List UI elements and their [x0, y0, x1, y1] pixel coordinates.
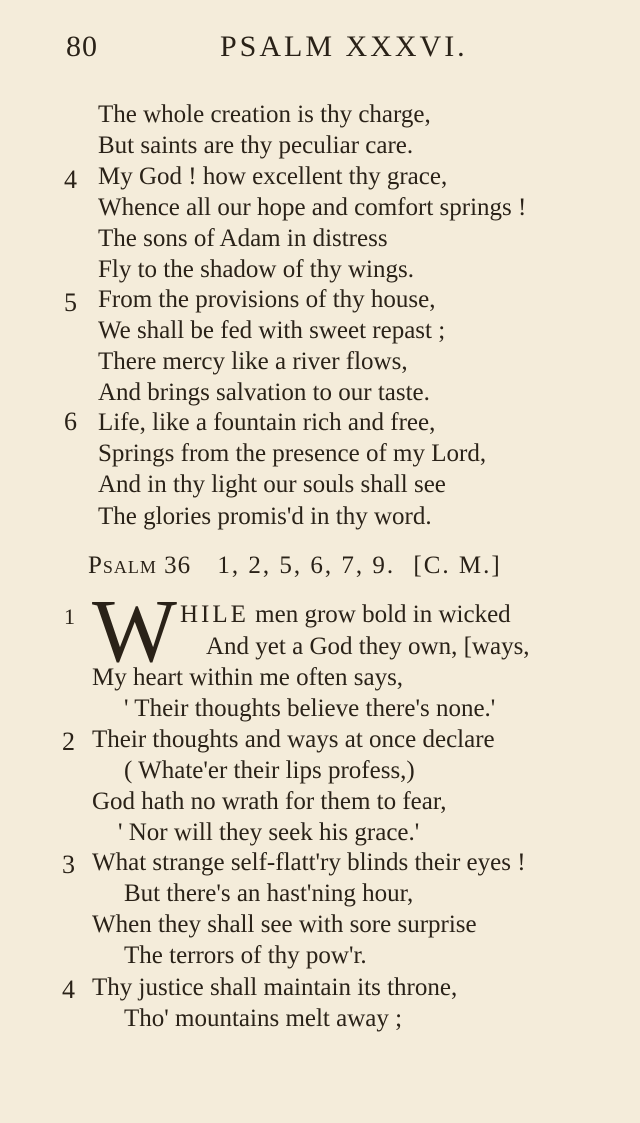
- verse-line: The sons of Adam in distress: [98, 225, 388, 252]
- drop-cap: W: [92, 582, 177, 681]
- verse-line: Whence all our hope and comfort springs !: [98, 194, 527, 221]
- verse-line: There mercy like a river flows,: [98, 348, 408, 375]
- verse-line: And yet a God they own, [ways,: [206, 633, 530, 660]
- drop-cap-rest: HILE: [180, 601, 249, 628]
- verse-line: ( Whate'er their lips profess,): [124, 757, 415, 784]
- verse-line: Tho' mountains melt away ;: [124, 1005, 403, 1032]
- verse-line: Fly to the shadow of thy wings.: [98, 256, 414, 283]
- verse-line: Thy justice shall maintain its throne,: [92, 974, 458, 1001]
- verse-line: Their thoughts and ways at once declare: [92, 726, 495, 753]
- verse-line: My God ! how excellent thy grace,: [98, 163, 448, 190]
- verse-number: 4: [64, 165, 77, 194]
- page-header: [0, 28, 640, 68]
- verse-line: My heart within me often says,: [92, 664, 404, 691]
- verse-line: [180, 600, 511, 630]
- page-number: 80: [66, 30, 98, 63]
- verse-line: ' Nor will they seek his grace.': [118, 819, 420, 846]
- running-title: PSALM XXXVI.: [220, 30, 468, 63]
- verse-line: But saints are thy peculiar care.: [98, 132, 414, 159]
- verse-line: What strange self-flatt'ry blinds their eyes !: [92, 849, 526, 876]
- verse-line: But there's an hast'ning hour,: [124, 880, 414, 907]
- verse-line: Life, like a fountain rich and free,: [98, 409, 436, 436]
- verse-number: 5: [64, 288, 77, 317]
- verse-line-tail: men grow bold in wicked: [255, 601, 511, 628]
- verse-line: And in thy light our souls shall see: [98, 471, 446, 498]
- psalm-heading: [88, 552, 502, 580]
- verse-number: 2: [62, 727, 75, 756]
- psalm-meter: [C. M.]: [413, 552, 502, 579]
- verse-line: From the provisions of thy house,: [98, 286, 436, 313]
- verse-line: The terrors of thy pow'r.: [124, 942, 367, 969]
- verse-line: The glories promis'd in thy word.: [98, 503, 432, 530]
- verse-number: 4: [62, 975, 75, 1004]
- verse-number: 1: [64, 604, 75, 629]
- psalm-verses: 1, 2, 5, 6, 7, 9.: [217, 552, 396, 579]
- verse-line: ' Their thoughts believe there's none.': [124, 695, 496, 722]
- verse-line: Springs from the presence of my Lord,: [98, 440, 487, 467]
- verse-line: God hath no wrath for them to fear,: [92, 788, 447, 815]
- verse-number: 6: [64, 407, 77, 436]
- verse-line: And brings salvation to our taste.: [98, 379, 430, 406]
- verse-number: 3: [62, 850, 75, 879]
- verse-line: We shall be fed with sweet repast ;: [98, 317, 446, 344]
- verse-line: The whole creation is thy charge,: [98, 101, 431, 128]
- verse-line: When they shall see with sore surprise: [92, 911, 477, 938]
- psalm-title: Psalm 36: [88, 552, 192, 579]
